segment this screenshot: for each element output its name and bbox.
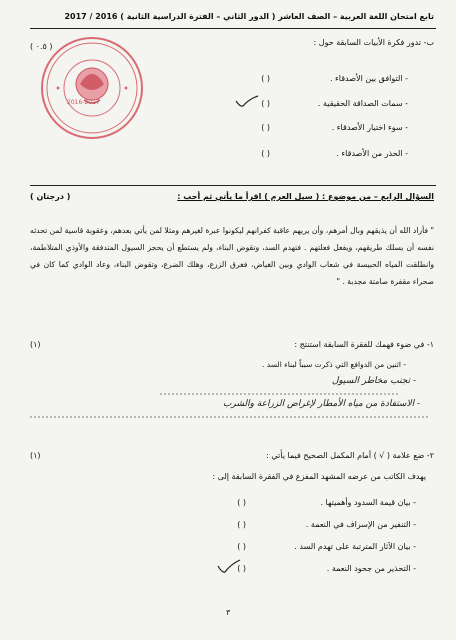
- choice-c-box: ( ): [237, 542, 246, 551]
- option-2-box: ( ): [261, 99, 270, 108]
- answer-underline: [160, 391, 400, 397]
- divider: [30, 185, 436, 186]
- handwritten-answer-1: - تجنب مخاطر السيول: [331, 376, 416, 386]
- option-4-box: ( ): [261, 149, 270, 158]
- subquestion-1: ١- في ضوء فهمك للفقرة السابقة استنتج :: [294, 340, 434, 349]
- option-4: - الحذر من الأصدقاء .: [336, 149, 408, 158]
- divider: [30, 28, 436, 29]
- choice-c: - بيان الآثار المترتبة على تهدم السد .: [294, 542, 416, 551]
- option-1: - التوافق بين الأصدقاء .: [329, 74, 408, 83]
- page-number: ٣: [226, 608, 231, 617]
- handwritten-answer-2: - الاستفادة من مياه الأمطار لإغراض الزراعة والشرب: [222, 399, 420, 409]
- subquestion-1-score: (١): [30, 340, 41, 349]
- subquestion-2-score: (١): [30, 451, 41, 460]
- answer-underline: [30, 414, 430, 420]
- option-3: - سوء اختيار الأصدقاء .: [331, 123, 408, 132]
- checkmark-icon: [234, 93, 260, 109]
- choice-d-box: ( ): [237, 564, 246, 573]
- option-1-box: ( ): [261, 74, 270, 83]
- question-b-score: ( ٠.٥ ): [30, 42, 53, 51]
- question-4-score: ( درجتان ): [30, 192, 71, 201]
- choice-a-box: ( ): [237, 498, 246, 507]
- choice-a: - بيان قيمة السدود وأهميتها .: [320, 498, 416, 507]
- subquestion-2-stem: يهدف الكاتب من عرضه المشهد المفزع في الفقرة السابقة إلى :: [212, 472, 426, 481]
- subquestion-1-instruction: - اثنين من الدوافع التي ذكرت سبباً لبناء السد .: [262, 360, 406, 369]
- choice-b: - التنفير من الإسراف في النعمة .: [305, 520, 416, 529]
- subquestion-2: ٢- ضع علامة ( √ ) أمام المكمل الصحيح فيما يأتي :: [266, 451, 434, 460]
- ministry-seal-icon: [38, 34, 146, 142]
- choice-b-box: ( ): [237, 520, 246, 529]
- exam-header: تابع امتحان اللغة العربية – الصف العاشر ( الدور الثاني – الفترة الدراسية الثانية ) 2016 / 2017: [64, 12, 434, 21]
- option-2: - سمات الصداقة الحقيقية .: [317, 99, 408, 108]
- checkmark-icon: [216, 557, 242, 575]
- seal-years: 2016-2017: [67, 99, 100, 106]
- passage-text: " فأراد الله أن يذيقهم وبال أمرهم، وأن يريهم عاقبة كفرانهم ليكونوا عبرة لغيرهم ومثلا لمن يأتي بعدهم، وعقوبة قاسية لمن تحدثه نفسه أن يسلك طريقهم، ويفعل فعلتهم . فتهدم السد، وتقوض البناء، ولم يستطع أن يحجز السيول المتدفقة والأوذي المتلاطمة، وانطلقت المياه الحبيسة في شعاب الوادي وبين الغياض، فغرق الزرع، وهلك الضرع، وتقوض البناء، وعاد الوادي كما كان في صحراء مقفرة صامتة مجدبة . ": [30, 226, 434, 286]
- question-4-title: السؤال الرابع – من موضوع : ( سيل العرم ) اقرأ ما يأتي ثم أجب :: [177, 192, 434, 201]
- question-b-prompt: ب- تدور فكرة الأبيات السابقة حول :: [313, 38, 434, 47]
- option-3-box: ( ): [261, 123, 270, 132]
- choice-d: - التحذير من جحود النعمة .: [326, 564, 416, 573]
